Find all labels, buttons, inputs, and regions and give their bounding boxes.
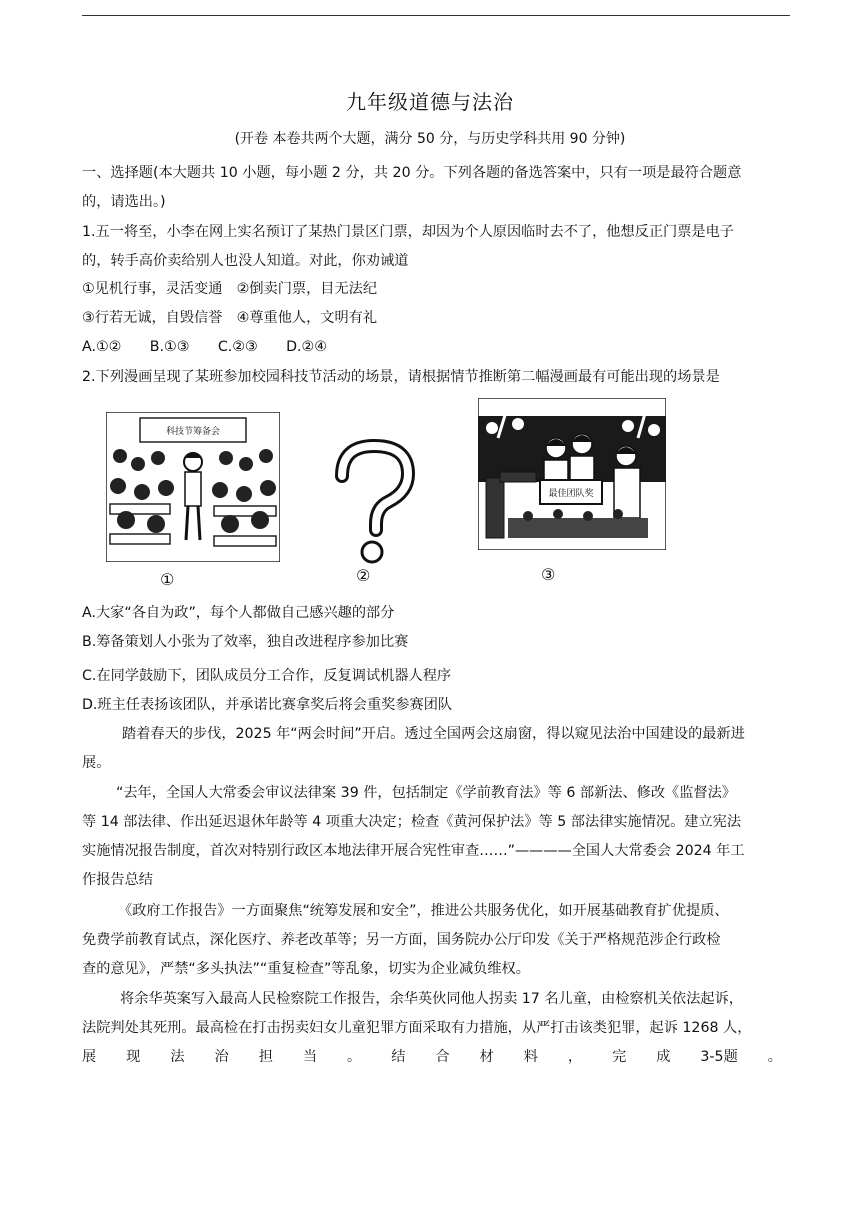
word: 结	[391, 1049, 406, 1065]
q1-options-line2: ③行若无诚，自毁信誉 ④尊重他人，文明有礼	[82, 310, 378, 326]
word: 担	[258, 1049, 273, 1065]
material-p3-line2: 免费学前教育试点，深化医疗、养老改革等；另一方面，国务院办公厅印发《关于严格规范涉企行政检	[82, 932, 721, 948]
word: 3-5题	[700, 1049, 738, 1065]
section-instruction-line1: 一、选择题(本大题共 10 小题，每小题 2 分，共 20 分。下列各题的备选答案中，只有一项是最符合题意	[82, 165, 742, 181]
word: 材	[479, 1049, 494, 1065]
q1-options-line1: ①见机行事，灵活变通 ②倒卖门票，目无法纪	[82, 281, 378, 297]
word: 成	[656, 1049, 671, 1065]
material-p4-line1: 将余华英案写入最高人民检察院工作报告，余华英伙同他人拐卖 17 名儿童，由检察机关依法起诉，	[120, 991, 743, 1007]
comic-sign-text: 最佳团队奖	[548, 489, 594, 499]
word: 当	[302, 1049, 318, 1065]
q2-option-a: A.大家“各自为政”，每个人都做自己感兴趣的部分	[82, 605, 395, 621]
word: 展	[82, 1049, 97, 1065]
word: 。	[347, 1049, 362, 1065]
material-p2-line2: 等 14 部法律、作出延迟退休年龄等 4 项重大决定；检查《黄河保护法》等 5 部法律实施情况。建立宪法	[82, 814, 742, 830]
comic-panel-1	[106, 412, 280, 562]
q1-choices: A.①② B.①③ C.②③ D.②④	[82, 339, 327, 355]
material-p1-line2: 展。	[82, 755, 111, 771]
q1-stem-line1: 1.五一将至，小李在网上实名预订了某热门景区门票，却因为个人原因临时去不了，他想反正门票是电子	[82, 224, 734, 240]
material-p4-line2: 法院判处其死刑。最高检在打击拐卖妇女儿童犯罪方面采取有力措施，从严打击该类犯罪，起诉 1268 人，	[82, 1020, 752, 1036]
word: 。	[767, 1049, 782, 1065]
word: 完	[612, 1049, 627, 1065]
comic-panel-3	[478, 398, 666, 550]
top-rule	[82, 15, 790, 16]
comic-panel-2-question-mark-icon	[328, 438, 420, 568]
material-p2-line4: 作报告总结	[82, 872, 153, 888]
word: 法	[170, 1049, 185, 1065]
word: ，	[567, 1049, 583, 1065]
section-instruction-line2: 的，请选出。)	[82, 194, 166, 210]
material-p2-line3: 实施情况报告制度，首次对特别行政区本地法律开展合宪性审查……”————全国人大常委会 2024 年工	[82, 843, 745, 859]
material-p1-line1: 踏着春天的步伐，2025 年“两会时间”开启。透过全国两会这扇窗，得以窥见法治中国建设的最新进	[122, 726, 745, 742]
comic-label-2: ②	[356, 566, 371, 585]
q2-option-c: C.在同学鼓励下，团队成员分工合作，反复调试机器人程序	[82, 668, 452, 684]
comic-board-text: 科技节筹备会	[165, 427, 221, 437]
word: 治	[214, 1049, 229, 1065]
q2-option-b: B.筹备策划人小张为了效率，独自改进程序参加比赛	[82, 634, 409, 650]
comic-label-1: ①	[160, 570, 175, 589]
material-p3-line1: 《政府工作报告》一方面聚焦“统筹发展和安全”，推进公共服务优化，如开展基础教育扩优提质、	[118, 903, 729, 919]
word: 合	[435, 1049, 450, 1065]
material-p2-line1: “去年，全国人大常委会审议法律案 39 件，包括制定《学前教育法》等 6 部新法、修改《监督法》	[116, 785, 736, 801]
material-p3-line3: 查的意见》，严禁“多头执法”“重复检查”等乱象，切实为企业减负维权。	[82, 961, 530, 977]
q2-stem: 2.下列漫画呈现了某班参加校园科技节活动的场景，请根据情节推断第二幅漫画最有可能出现的场景是	[82, 369, 720, 385]
page-title: 九年级道德与法治	[346, 90, 514, 114]
word: 料	[523, 1049, 538, 1065]
word: 现	[126, 1049, 141, 1065]
material-p4-line3	[82, 1046, 782, 1066]
q2-option-d: D.班主任表扬该团队，并承诺比赛拿奖后将会重奖参赛团队	[82, 697, 453, 713]
page-subtitle: (开卷 本卷共两个大题，满分 50 分，与历史学科共用 90 分钟)	[234, 131, 626, 147]
comic-label-3: ③	[541, 565, 556, 584]
q1-stem-line2: 的，转手高价卖给别人也没人知道。对此，你劝诫道	[82, 253, 409, 269]
